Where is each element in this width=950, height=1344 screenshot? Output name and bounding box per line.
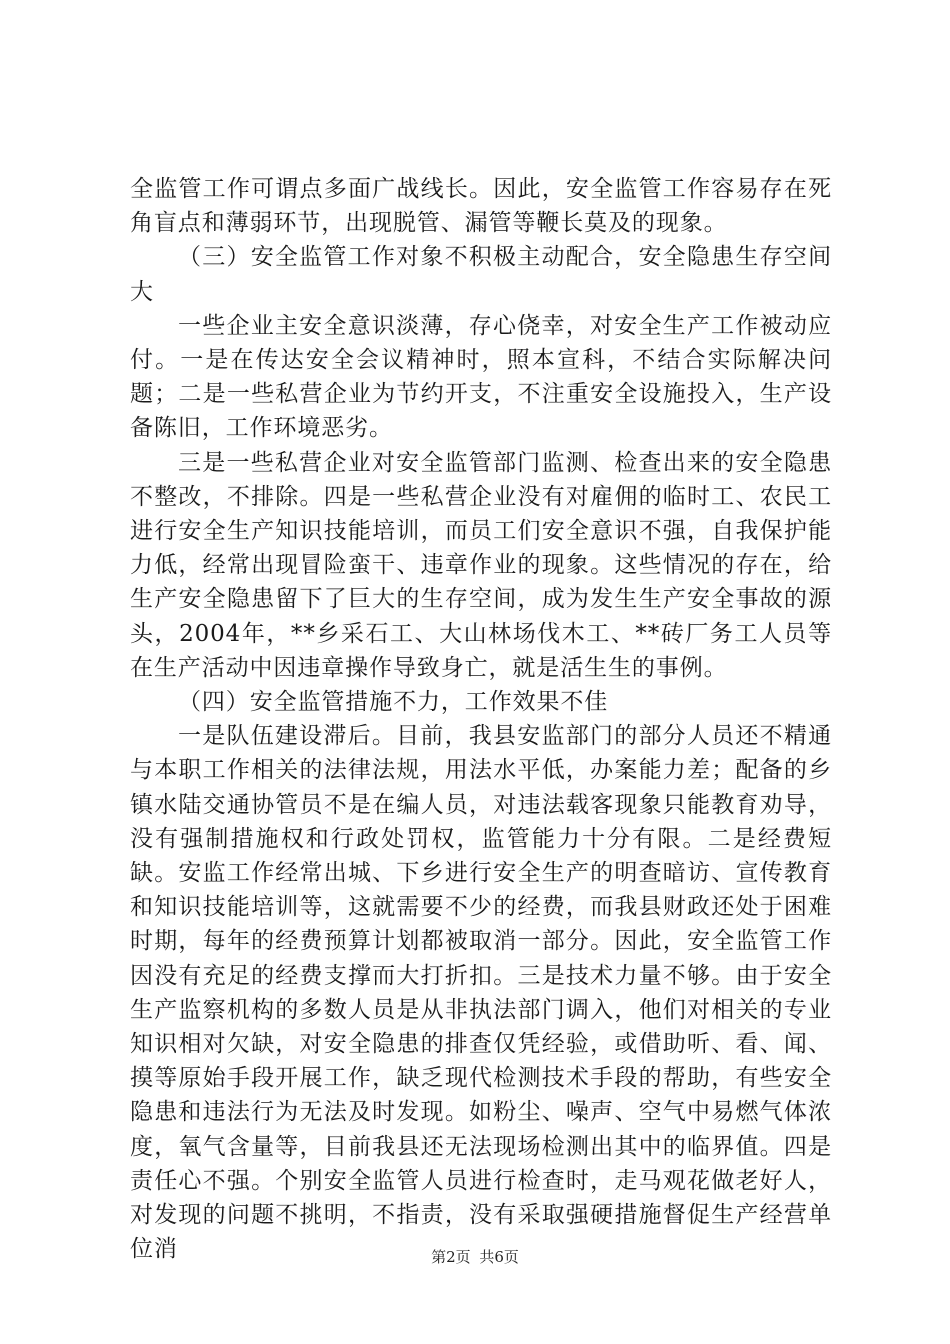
document-body <box>130 172 832 1267</box>
paragraph: 一是队伍建设滞后。目前，我县安监部门的部分人员还不精通与本职工作相关的法律法规，用法水平低，办案能力差；配备的乡镇水陆交通协管员不是在编人员，对违法载客现象只能教育劝导，没有强制措施权和行政处罚权，监管能力十分有限。二是经费短缺。安监工作经常出城、下乡进行安全生产的明查暗访、宣传教育和知识技能培训等，这就需要不少的经费，而我县财政还处于困难时期，每年的经费预算计划都被取消一部分。因此，安全监管工作因没有充足的经费支撑而大打折扣。三是技术力量不够。由于安全生产监察机构的多数人员是从非执法部门调入，他们对相关的专业知识相对欠缺，对安全隐患的排查仅凭经验，或借助听、看、闻、摸等原始手段开展工作，缺乏现代检测技术手段的帮助，有些安全隐患和违法行为无法及时发现。如粉尘、噪声、空气中易燃气体浓度，氧气含量等，目前我县还无法现场检测出其中的临界值。四是责任心不强。个别安全监管人员进行检查时，走马观花做老好人，对发现的问题不挑明，不指责，没有采取强硬措施督促生产经营单位消 <box>130 723 832 1263</box>
page-footer <box>0 1246 950 1267</box>
page-total: 共6页 <box>479 1248 519 1266</box>
paragraph-continuation: 全监管工作可谓点多面广战线长。因此，安全监管工作容易存在死角盲点和薄弱环节，出现脱管、漏管等鞭长莫及的现象。 <box>130 176 832 237</box>
paragraph: 三是一些私营企业对安全监管部门监测、检查出来的安全隐患不整改，不排除。四是一些私营企业没有对雇佣的临时工、农民工进行安全生产知识技能培训，而员工们安全意识不强，自我保护能力低，经常出现冒险蛮干、违章作业的现象。这些情况的存在，给生产安全隐患留下了巨大的生存空间，成为发生生产安全事故的源头，2004年，**乡采石工、大山林场伐木工、**砖厂务工人员等在生产活动中因违章操作导致身亡，就是活生生的事例。 <box>130 449 832 681</box>
page-number: 第2页 <box>431 1248 471 1266</box>
section-heading-three: （三）安全监管工作对象不积极主动配合，安全隐患生存空间大 <box>130 244 832 305</box>
paragraph: 一些企业主安全意识淡薄，存心侥幸，对安全生产工作被动应付。一是在传达安全会议精神时，照本宣科，不结合实际解决问题；二是一些私营企业为节约开支，不注重安全设施投入，生产设备陈旧，工作环境恶劣。 <box>130 312 832 442</box>
section-heading-four: （四）安全监管措施不力，工作效果不佳 <box>178 689 609 716</box>
